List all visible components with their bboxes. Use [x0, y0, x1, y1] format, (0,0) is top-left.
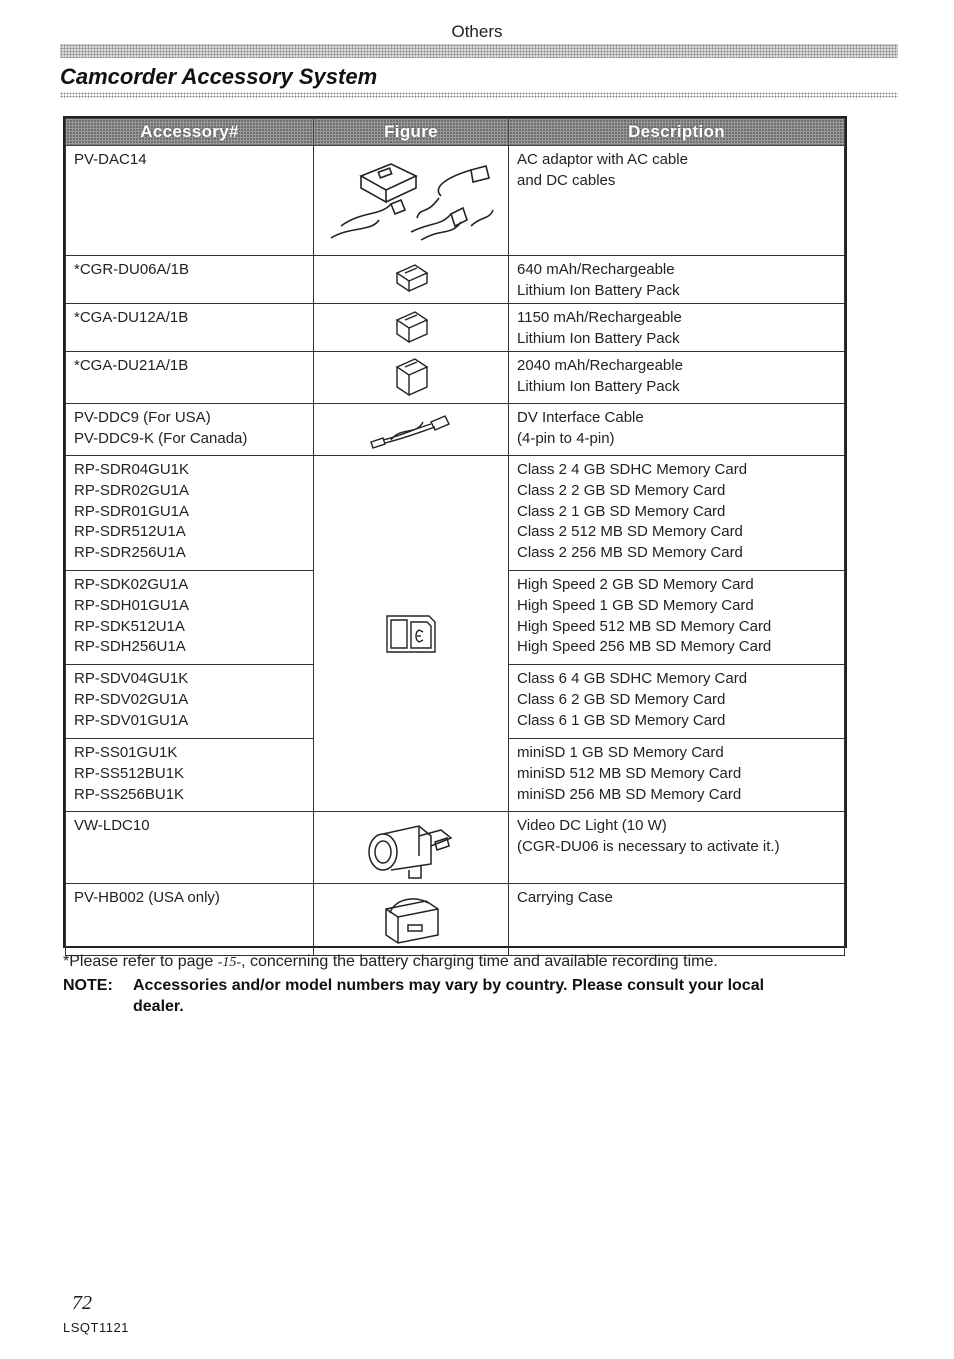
description-line: Lithium Ion Battery Pack [517, 281, 680, 299]
accessory-cell [66, 304, 314, 352]
figure-cell [314, 456, 509, 812]
description-line: AC adaptor with AC cable [517, 151, 688, 168]
accessory-number: RP-SDK512U1A [74, 617, 185, 635]
accessory-number: VW-LDC10 [74, 817, 150, 835]
accessory-number: *CGR-DU06A/1B [74, 261, 190, 278]
description-line: miniSD 1 GB SD Memory Card [517, 744, 724, 762]
description-cell [509, 256, 845, 304]
accessory-number: RP-SDH01GU1A [74, 596, 190, 614]
accessory-number: RP-SDK02GU1A [74, 576, 189, 594]
note-text: Accessories and/or model numbers may vary by country. Please consult your local [133, 977, 765, 994]
description-line: and DC cables [517, 171, 616, 189]
accessory-number: RP-SDV04GU1K [74, 670, 189, 688]
table-header-row [66, 119, 845, 146]
page-number: 72 [72, 1292, 92, 1314]
accessory-number: PV-DDC9-K (For Canada) [74, 429, 248, 447]
accessory-number: RP-SDV01GU1A [74, 711, 189, 729]
table-row [66, 404, 845, 456]
accessory-cell [66, 146, 314, 256]
sd-memory-card-icon [381, 610, 441, 658]
table-row [66, 884, 845, 956]
accessory-number: *CGA-DU21A/1B [74, 357, 189, 375]
table-row [66, 456, 845, 571]
accessory-number: *CGA-DU12A/1B [74, 309, 189, 327]
column-header-figure: Figure [314, 119, 509, 146]
accessory-number: RP-SDR02GU1A [74, 481, 190, 499]
figure-cell [314, 404, 509, 456]
video-light-icon [361, 816, 461, 880]
description-line: 1150 mAh/Rechargeable [517, 309, 682, 327]
description-line: High Speed 2 GB SD Memory Card [517, 576, 754, 594]
description-line: Class 2 256 MB SD Memory Card [517, 543, 743, 561]
description-line: High Speed 256 MB SD Memory Card [517, 638, 772, 656]
battery-pack-icon [391, 308, 431, 348]
description-line: High Speed 512 MB SD Memory Card [517, 617, 772, 635]
description-line: (CGR-DU06 is necessary to activate it.) [517, 837, 780, 855]
description-line: 640 mAh/Rechargeable [517, 261, 675, 278]
description-line: High Speed 1 GB SD Memory Card [517, 596, 754, 614]
dv-cable-icon [361, 410, 461, 450]
accessory-cell [66, 256, 314, 304]
description-cell [509, 812, 845, 884]
accessory-number: RP-SDR01GU1A [74, 502, 190, 520]
accessory-cell [66, 812, 314, 884]
accessory-cell [66, 739, 314, 812]
accessory-table-frame [63, 116, 847, 948]
battery-pack-icon [391, 261, 431, 299]
accessory-cell [66, 352, 314, 404]
accessory-number: PV-DAC14 [74, 151, 147, 168]
title-underline-band [60, 92, 898, 98]
description-cell [509, 665, 845, 739]
description-line: (4-pin to 4-pin) [517, 429, 615, 447]
accessory-number: RP-SS01GU1K [74, 744, 178, 762]
document-code: LSQT1121 [63, 1320, 129, 1335]
description-line: miniSD 512 MB SD Memory Card [517, 764, 742, 782]
description-cell [509, 456, 845, 571]
accessory-number: RP-SDR04GU1K [74, 461, 190, 479]
figure-cell [314, 884, 509, 956]
description-line: Lithium Ion Battery Pack [517, 377, 680, 395]
accessory-number: PV-HB002 (USA only) [74, 889, 220, 907]
figure-cell [314, 304, 509, 352]
section-label: Others [451, 22, 503, 41]
accessory-cell [66, 571, 314, 665]
description-line: Class 2 512 MB SD Memory Card [517, 523, 743, 541]
description-cell [509, 352, 845, 404]
footnote-text: , concerning the battery charging time and available recording time. [241, 953, 718, 970]
description-line: Class 2 1 GB SD Memory Card [517, 502, 726, 520]
table-row [66, 256, 845, 304]
accessory-number: RP-SDR256U1A [74, 543, 186, 561]
description-cell [509, 884, 845, 956]
battery-pack-icon [391, 355, 431, 401]
description-line: Class 2 2 GB SD Memory Card [517, 481, 726, 499]
figure-cell [314, 812, 509, 884]
description-line: miniSD 256 MB SD Memory Card [517, 785, 742, 803]
table-row [66, 812, 845, 884]
description-cell [509, 304, 845, 352]
footnote-text: *Please refer to page [63, 953, 218, 970]
description-line: Video DC Light (10 W) [517, 817, 667, 835]
accessory-number: RP-SDR512U1A [74, 523, 186, 541]
battery-footnote [63, 953, 718, 971]
description-cell [509, 404, 845, 456]
description-cell [509, 146, 845, 256]
note-label: NOTE: [63, 977, 113, 994]
description-line: Class 2 4 GB SDHC Memory Card [517, 461, 748, 479]
note-block [63, 975, 883, 1017]
figure-cell [314, 352, 509, 404]
accessory-number: RP-SDV02GU1A [74, 690, 189, 708]
description-line: Class 6 4 GB SDHC Memory Card [517, 670, 748, 688]
ac-adaptor-icon [321, 156, 501, 246]
description-cell [509, 739, 845, 812]
accessory-number: PV-DDC9 (For USA) [74, 409, 211, 427]
accessory-number: RP-SS256BU1K [74, 785, 185, 803]
table-row [66, 352, 845, 404]
table-row [66, 146, 845, 256]
accessory-number: RP-SDH256U1A [74, 638, 186, 656]
accessory-cell [66, 456, 314, 571]
figure-cell [314, 146, 509, 256]
page-reference-link[interactable]: -15- [217, 955, 242, 970]
carrying-case-icon [376, 895, 446, 945]
description-line: Class 6 2 GB SD Memory Card [517, 690, 726, 708]
description-line: Class 6 1 GB SD Memory Card [517, 711, 726, 729]
description-line: DV Interface Cable [517, 409, 644, 427]
accessory-cell [66, 665, 314, 739]
note-text: dealer. [133, 998, 184, 1015]
accessory-table [65, 118, 845, 956]
description-line: 2040 mAh/Rechargeable [517, 357, 683, 375]
accessory-number: RP-SS512BU1K [74, 764, 185, 782]
table-row [66, 304, 845, 352]
accessory-cell [66, 404, 314, 456]
column-header-description: Description [509, 119, 845, 146]
column-header-accessory: Accessory# [66, 119, 314, 146]
description-cell [509, 571, 845, 665]
description-line: Carrying Case [517, 889, 613, 907]
page-title: Camcorder Accessory System [60, 64, 378, 89]
accessory-cell [66, 884, 314, 956]
header-band [60, 44, 898, 58]
description-line: Lithium Ion Battery Pack [517, 329, 680, 347]
figure-cell [314, 256, 509, 304]
